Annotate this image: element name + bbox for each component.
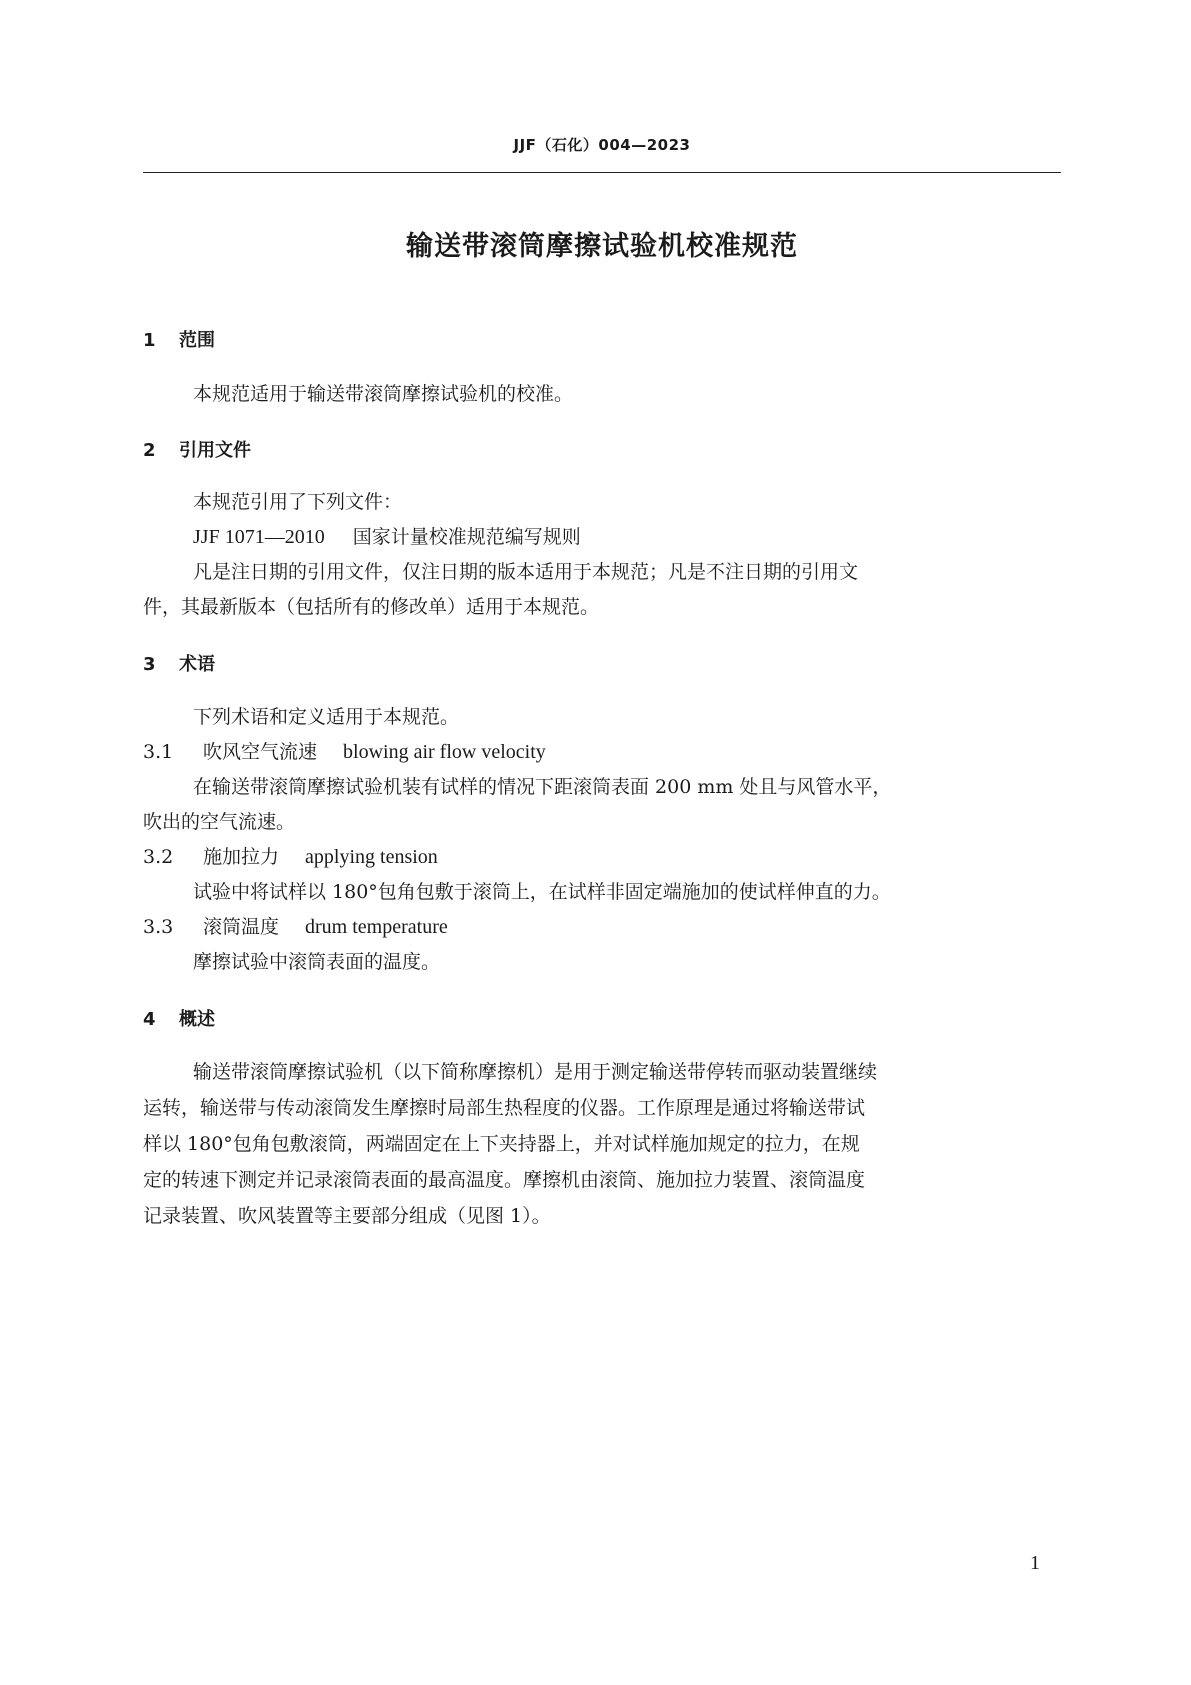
term-definition-line: 试验中将试样以 180°包角包敷于滚筒上，在试样非固定端施加的使试样伸直的力。 (193, 881, 891, 903)
section-number: 2 (143, 440, 156, 461)
section-2-paragraph-line: 件，其最新版本（包括所有的修改单）适用于本规范。 (143, 596, 600, 618)
document-title: 输送带滚筒摩擦试验机校准规范 (406, 231, 798, 262)
section-4-paragraph-line: 样以 180°包角包敷滚筒，两端固定在上下夹持器上，并对试样施加规定的拉力，在规 (143, 1133, 860, 1155)
section-4-heading (143, 1005, 215, 1031)
section-number: 3 (143, 654, 156, 675)
reference-title: 国家计量校准规范编写规则 (352, 526, 581, 548)
term-number: 3.3 (143, 916, 174, 938)
term-entry (143, 912, 448, 939)
section-4-paragraph-line: 记录装置、吹风装置等主要部分组成（见图 1）。 (143, 1205, 551, 1227)
reference-code: JJF 1071—2010 (193, 526, 325, 548)
term-number: 3.2 (143, 846, 174, 868)
section-title: 引用文件 (179, 440, 251, 461)
section-1-paragraph: 本规范适用于输送带滚筒摩擦试验机的校准。 (193, 383, 574, 405)
section-2-heading (143, 436, 251, 462)
section-number: 4 (143, 1009, 156, 1030)
term-entry (143, 842, 438, 869)
term-definition-line: 在输送带滚筒摩擦试验机装有试样的情况下距滚筒表面 200 mm 处且与风管水平， (193, 776, 892, 798)
header-divider (143, 172, 1061, 173)
term-definition-line: 吹出的空气流速。 (143, 811, 296, 833)
term-chinese: 施加拉力 (203, 846, 280, 868)
section-title: 范围 (179, 330, 215, 351)
section-4-paragraph-line: 输送带滚筒摩擦试验机（以下简称摩擦机）是用于测定输送带停转而驱动装置继续 (193, 1061, 878, 1083)
page-number: 1 (1030, 1552, 1040, 1574)
section-3-heading (143, 650, 215, 676)
section-2-intro: 本规范引用了下列文件： (193, 491, 403, 513)
term-chinese: 吹风空气流速 (203, 741, 318, 763)
term-entry (143, 737, 546, 764)
section-1-heading (143, 326, 215, 352)
standard-code-header: JJF（石化）004—2023 (513, 136, 691, 154)
section-title: 术语 (179, 654, 215, 675)
section-3-intro: 下列术语和定义适用于本规范。 (193, 706, 460, 728)
term-english: drum temperature (305, 916, 448, 938)
section-2-paragraph-line: 凡是注日期的引用文件，仅注日期的版本适用于本规范；凡是不注日期的引用文 (193, 561, 859, 583)
section-4-paragraph-line: 定的转速下测定并记录滚筒表面的最高温度。摩擦机由滚筒、施加拉力装置、滚筒温度 (143, 1169, 866, 1191)
normative-reference (193, 522, 581, 549)
term-chinese: 滚筒温度 (203, 916, 280, 938)
term-number: 3.1 (143, 741, 174, 763)
term-english: blowing air flow velocity (343, 741, 546, 763)
section-4-paragraph-line: 运转，输送带与传动滚筒发生摩擦时局部生热程度的仪器。工作原理是通过将输送带试 (143, 1097, 866, 1119)
term-english: applying tension (305, 846, 438, 868)
section-number: 1 (143, 330, 156, 351)
section-title: 概述 (179, 1009, 215, 1030)
term-definition-line: 摩擦试验中滚筒表面的温度。 (193, 951, 441, 973)
